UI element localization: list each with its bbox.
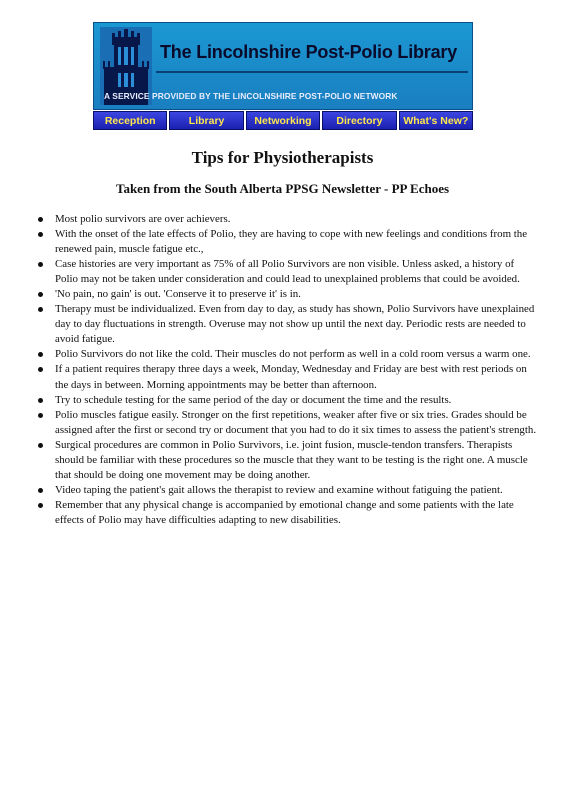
list-item: Remember that any physical change is accompanied by emotional change and some patients with the late effects of Polio may have difficulties adapting to new disabilities. (55, 498, 539, 528)
main-nav (93, 111, 473, 130)
list-item: With the onset of the late effects of Polio, they are having to cope with new feelings and conditions from the renewed pain, muscle fatigue etc., (55, 227, 539, 257)
nav-library-button[interactable]: Library (169, 111, 243, 130)
list-item: Try to schedule testing for the same period of the day or document the time and the results. (55, 393, 539, 408)
list-item: If a patient requires therapy three days a week, Monday, Wednesday and Friday are best with rest periods on the days in between. Morning appointments may be better than afternoon. (55, 362, 539, 392)
list-item: Polio Survivors do not like the cold. Their muscles do not perform as well in a cold room versus a warm one. (55, 347, 539, 362)
tips-list (55, 212, 539, 528)
list-item: Video taping the patient's gait allows the therapist to review and examine without fatiguing the patient. (55, 483, 539, 498)
page-title: Tips for Physiotherapists (191, 148, 374, 167)
nav-networking-button[interactable]: Networking (246, 111, 320, 130)
banner-divider (156, 71, 468, 73)
banner-subtitle: A SERVICE PROVIDED BY THE LINCOLNSHIRE POST-POLIO NETWORK (104, 91, 398, 101)
nav-reception-button[interactable]: Reception (93, 111, 167, 130)
list-item: Most polio survivors are over achievers. (55, 212, 539, 227)
list-item: Case histories are very important as 75% of all Polio Survivors are non visible. Unless asked, a history of Polio may not be taken under consideration and could lead to unexplained problems that could be avoided. (55, 257, 539, 287)
site-banner (93, 22, 473, 130)
banner-title: The Lincolnshire Post-Polio Library (160, 42, 458, 62)
list-item: Therapy must be individualized. Even from day to day, as study has shown, Polio Survivors have unexplained day to day fluctuations in strength. Overuse may not show up until the next day. Periodic rests are needed to avoid fatigue. (55, 302, 539, 347)
nav-whats-new-button[interactable]: What's New? (399, 111, 473, 130)
list-item: 'No pain, no gain' is out. 'Conserve it to preserve it' is in. (55, 287, 539, 302)
list-item: Polio muscles fatigue easily. Stronger on the first repetitions, weaker after five or six tries. Grades should be assigned after the first or second try or document that you had to do it six times to assess the patient's strength. (55, 408, 539, 438)
nav-directory-button[interactable]: Directory (322, 111, 396, 130)
banner-panel (93, 22, 473, 110)
list-item: Surgical procedures are common in Polio Survivors, i.e. joint fusion, muscle-tendon transfers. Therapists should be familiar with these procedures so the muscle that they want to be testing is the right one. A muscle that should be doing one movement may be doing another. (55, 438, 539, 483)
page-subtitle: Taken from the South Alberta PPSG Newsletter - PP Echoes (115, 181, 450, 196)
